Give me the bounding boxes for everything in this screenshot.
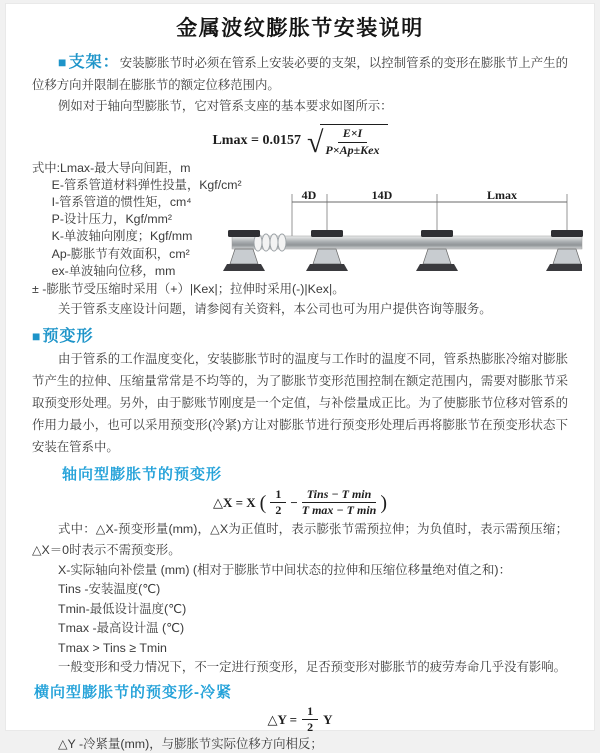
axial-item: Tmin-最低设计温度(℃)	[58, 601, 187, 616]
pipe-support	[306, 230, 348, 271]
definitions-and-diagram	[32, 160, 568, 280]
predeform-section-heading	[32, 325, 568, 348]
formula-fraction	[325, 127, 379, 157]
dimension-ticks	[292, 194, 567, 236]
lateral-note: △Y -冷紧量(mm)，与膨胀节实际位移方向相反；	[58, 736, 323, 751]
temperature-fraction: $\frac{\text{Tins − T min}}{\text{T max − T min}}$	[301, 486, 377, 517]
axial-note-paragraph: 式中：△X-预变形量(mm)，△X为正值时，表示膨张节需预拉伸；为负值时，表示需预压缩；△X＝0时表示不需预变形。	[32, 521, 568, 557]
definition-line: 式中:Lmax-最大导向间距，m	[32, 160, 191, 175]
document-page	[6, 4, 594, 751]
definition-line: E-管系管道材料弹性投量，Kgf/cm²	[51, 177, 242, 192]
formula-lhs: △X = X	[212, 494, 256, 510]
support-intro-text: 安装膨胀节时必须在管系上安装必要的支架，以控制管系的变形在膨胀节上产生的位移方向并限制在膨胀节的额定位移范围内。	[32, 56, 568, 92]
fraction-numerator: E×I	[338, 127, 368, 142]
plusminus-note: ± -膨胀节受压缩时采用（+）|Kex|；拉伸时采用(-)|Kex|。	[32, 281, 345, 296]
sqrt-symbol-icon: √	[306, 125, 324, 159]
definition-line: ex-单波轴向位移，mm	[51, 263, 176, 278]
minus-sign: −	[290, 494, 298, 510]
formula-rhs: Y	[323, 711, 333, 727]
support-example-line: 例如对于轴向型膨胀节，它对管系支座的基本要求如图所示：	[58, 99, 393, 113]
dimension-label-14d: 14D	[371, 187, 393, 202]
pipe-support-diagram	[232, 186, 582, 286]
pipe-support	[546, 230, 583, 271]
axial-item: Tmax > Tins ≥ Tmin	[58, 640, 167, 655]
pipe-support	[416, 230, 458, 271]
axial-formula	[32, 486, 568, 517]
axial-item: Tmax -最高设计温 (℃)	[58, 621, 185, 635]
fraction-denominator: P×Ap±Kex	[325, 142, 380, 157]
lateral-subheading: 横向型膨胀节的预变形-冷紧	[34, 683, 232, 701]
consult-note: 关于管系支座设计问题，请参阅有关资料，本公司也可为用户提供咨询等服务。	[58, 301, 492, 316]
axial-item: X-实际轴向补偿量 (mm) (相对于膨胀节中间状态的拉伸和压缩位移量绝对值之和)：	[58, 562, 511, 577]
predeform-heading-text: 预变形	[42, 327, 94, 345]
page-title: 金属波纹膨胀节安装说明	[176, 17, 424, 40]
definition-line: Ap-膨胀节有效面积，cm²	[51, 246, 190, 261]
half-fraction: $\frac{1}{2}$	[302, 705, 318, 735]
definition-line: K-单波轴向刚度；Kgf/mm	[51, 229, 193, 244]
radical	[307, 124, 388, 157]
half-fraction: $\frac{1}{2}$	[270, 488, 286, 518]
lateral-formula	[32, 703, 568, 734]
axial-subheading: 轴向型膨胀节的预变形	[62, 465, 223, 483]
section-bullet-icon: ■	[58, 54, 67, 70]
definition-line: P-设计压力，Kgf/mm²	[51, 212, 172, 227]
support-section-heading: 支架：	[68, 54, 120, 71]
section-bullet-icon: ■	[32, 327, 41, 344]
formula-lhs: Lmax = 0.0157	[212, 132, 301, 148]
axial-item: 一般变形和受力情况下，不一定进行预变形，足否预变形对膨胀节的疲劳寿命几乎没有影响。	[58, 660, 567, 674]
predeform-paragraph: 由于管系的工作温度变化，安装膨胀节时的温度与工作时的温度不同，管系热膨胀冷缩对膨胀节产生的拉伸、压缩量常常是不均等的，为了膨胀节变形范围控制在额定范围内，需要对膨胀节采取预变形处理。另外，由于膨账节刚度是一个定值，与补偿量成正比。为了使膨胀节位移对管系的作用力最小，也可以采用预变形(冷紧)方让对膨胀节进行预变形处理后再将膨胀节在预变形状态下安装在管系中。	[32, 351, 568, 454]
support-intro-paragraph	[32, 52, 568, 96]
open-paren: (	[259, 491, 267, 514]
formula-lhs: △Y =	[267, 711, 298, 727]
axial-item: Tins -安装温度(℃)	[58, 582, 161, 596]
guide-spacing-formula	[32, 124, 568, 158]
definition-line: I-管系管道的惯性矩，cm⁴	[51, 194, 192, 209]
dimension-label-lmax: Lmax	[487, 187, 517, 202]
dimension-label-4d: 4D	[301, 187, 317, 202]
close-paren: )	[380, 491, 388, 514]
